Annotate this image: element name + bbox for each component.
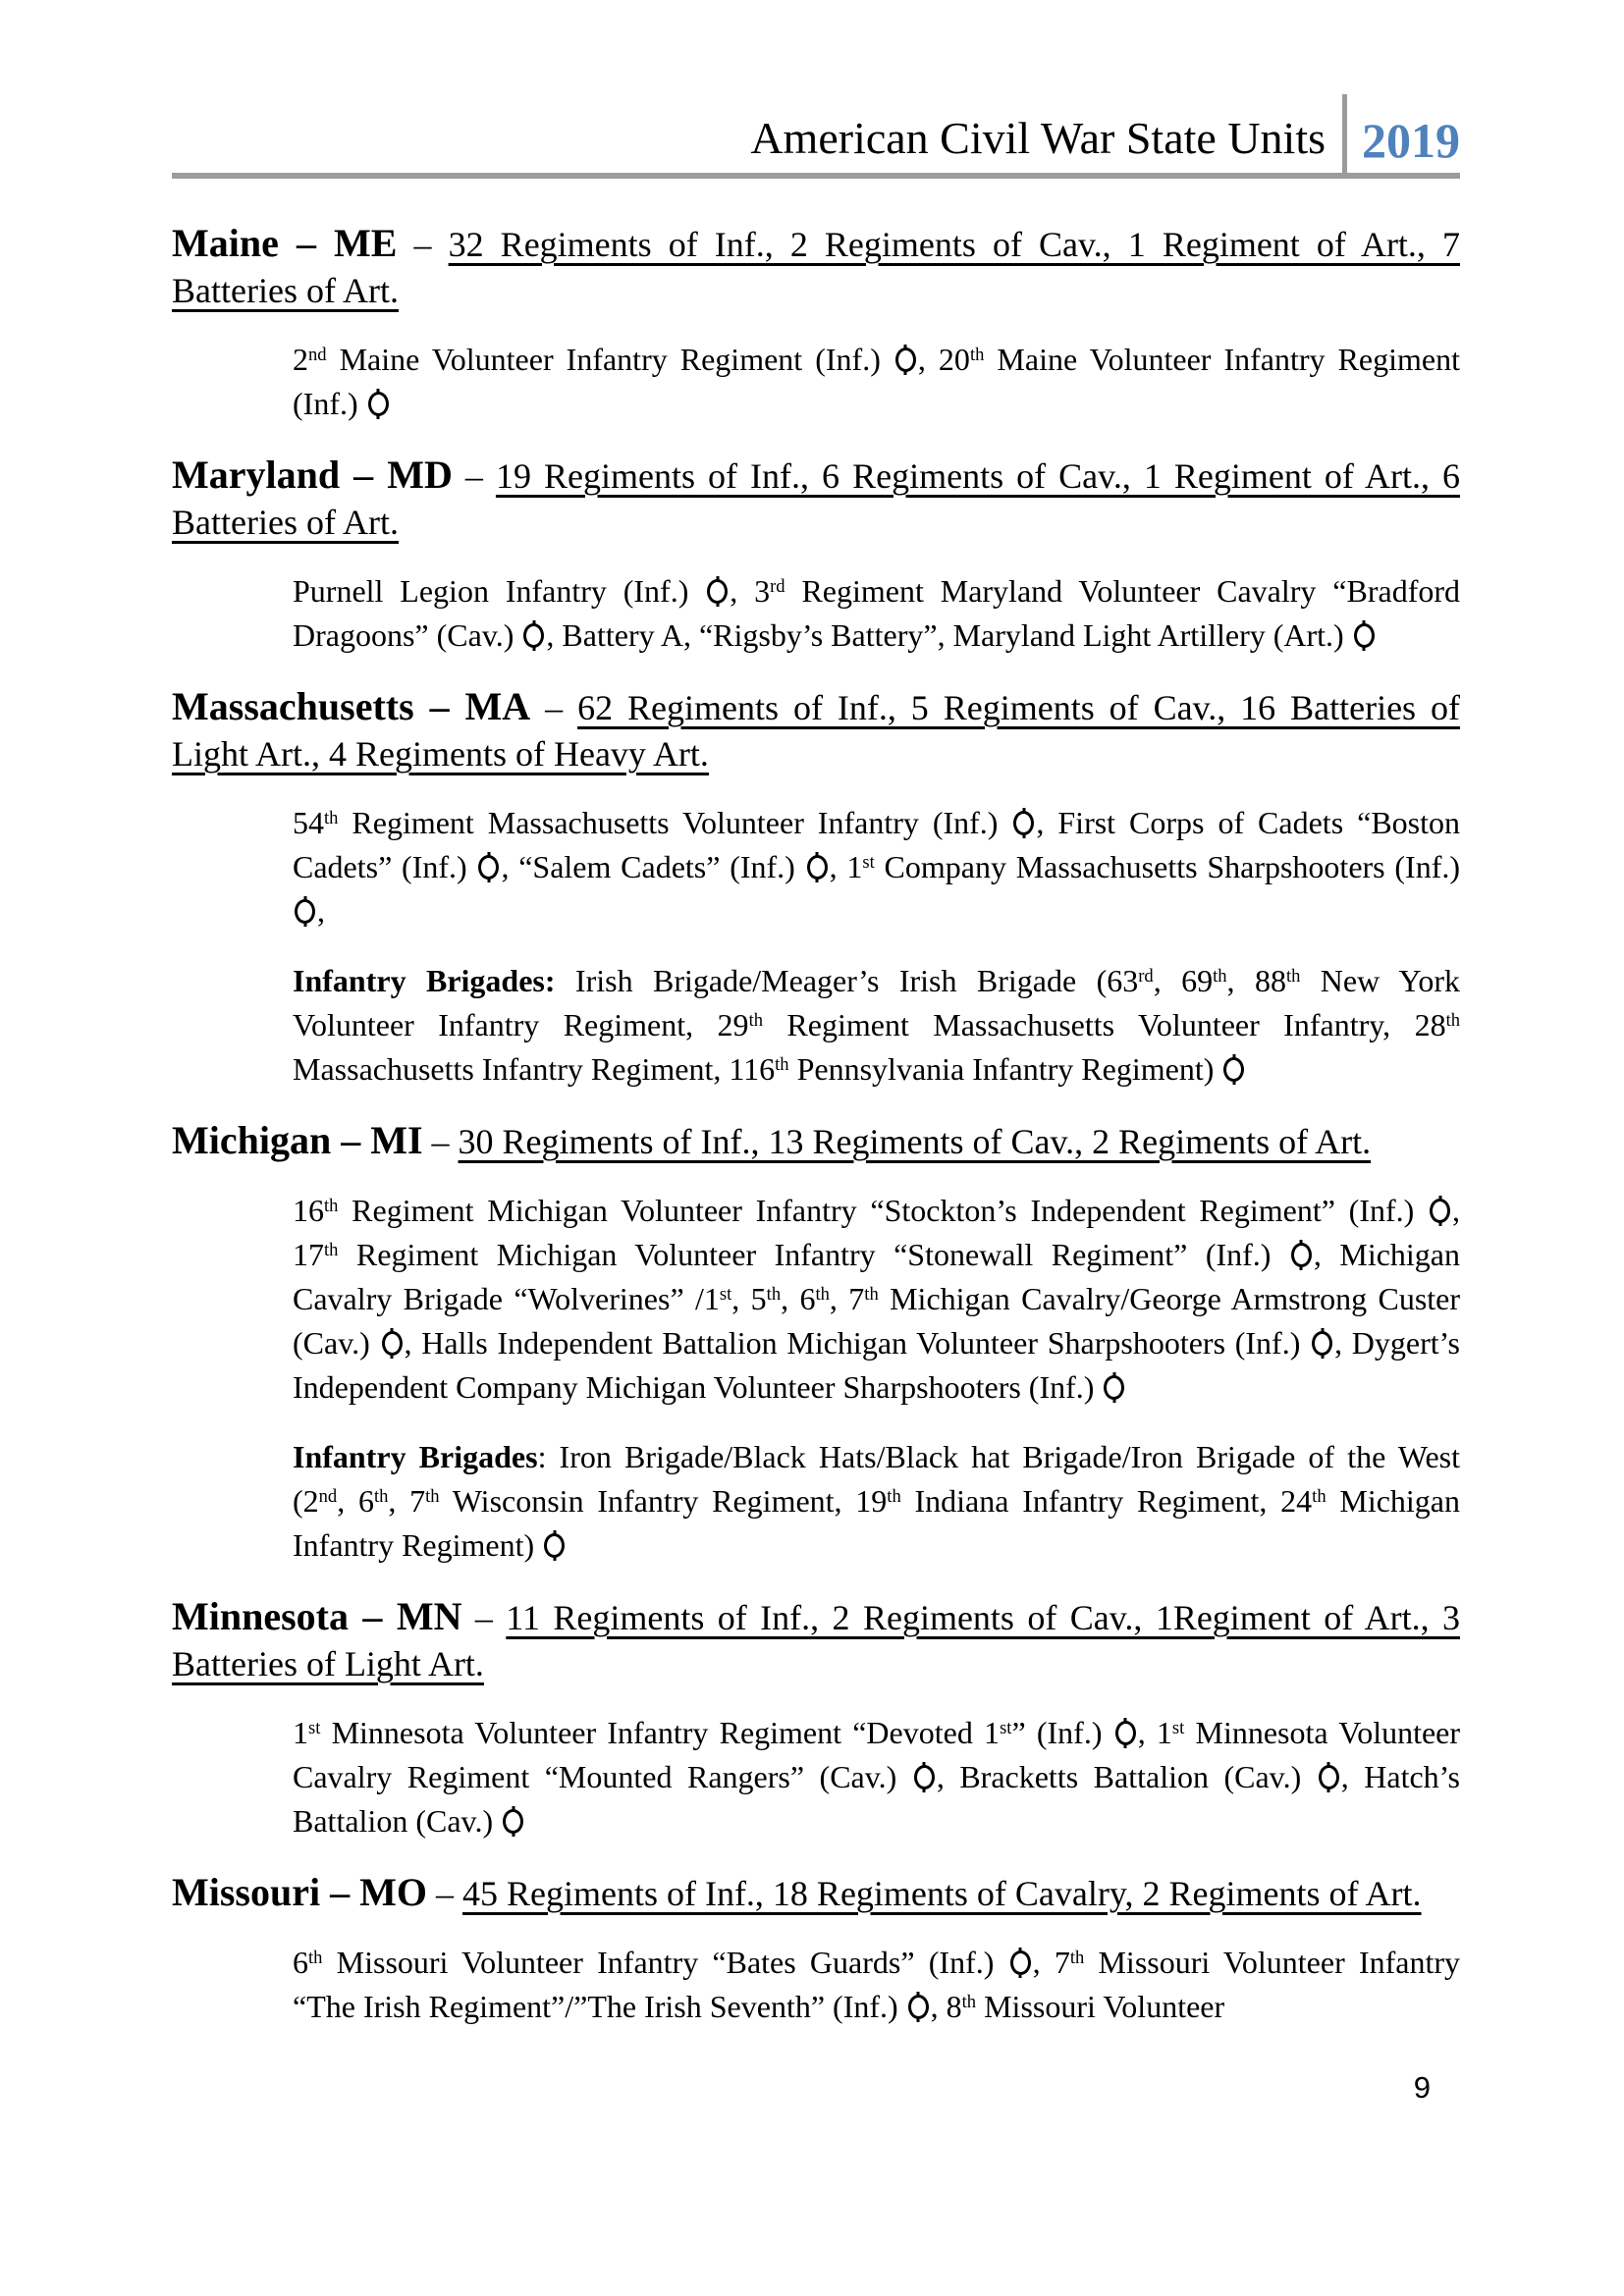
unit-link-icon[interactable] (908, 1995, 929, 2019)
ordinal-superscript: th (961, 1991, 977, 2012)
ordinal-superscript: th (815, 1283, 830, 1305)
unit-link-icon[interactable] (807, 855, 828, 880)
state-heading (172, 1117, 1460, 1165)
unit-paragraph: 6th Missouri Volunteer Infantry “Bates Guards” (Inf.) , 7th Missouri Volunteer Infantry “The Irish Regiment”/”The Irish Seventh” (Inf.) , 8th Missouri Volunteer (293, 1945, 1461, 2024)
unit-paragraph: 54th Regiment Massachusetts Volunteer Infantry (Inf.) , First Corps of Cadets “Boston Cadets” (Inf.) , “Salem Cadets” (Inf.) , 1st Company Massachusetts Sharpshooters (Inf.) , (293, 805, 1461, 929)
state-section-maine (172, 220, 1460, 426)
ordinal-superscript: st (1171, 1717, 1185, 1738)
state-name: Michigan – MI (172, 1118, 423, 1162)
ordinal-superscript: st (308, 1717, 321, 1738)
ordinal-superscript: st (1000, 1717, 1012, 1738)
ordinal-superscript: rd (770, 575, 785, 597)
page-footer (172, 2072, 1431, 2103)
state-summary: 32 Regiments of Inf., 2 Regiments of Cav., 1 Regiment of Art., 7 Batteries of Art. (172, 225, 1461, 310)
ordinal-superscript: rd (1138, 965, 1154, 987)
unit-paragraph-infantry-brigades: Infantry Brigades: Irish Brigade/Meager’s Irish Brigade (63rd, 69th, 88th New York Volunteer Infantry Regiment, 29th Regiment Massachusetts Volunteer Infantry, 28th Massachusetts Infantry Regiment, 116th Pennsylvania Infantry Regiment) (293, 963, 1461, 1087)
heading-dash: – (397, 225, 449, 264)
state-heading (172, 220, 1460, 314)
ordinal-superscript: th (1213, 965, 1227, 987)
page-header (172, 94, 1460, 179)
unit-link-icon[interactable] (523, 623, 544, 648)
document-title: American Civil War State Units (750, 113, 1326, 163)
unit-link-icon[interactable] (1104, 1375, 1124, 1400)
ordinal-superscript: nd (308, 344, 327, 365)
unit-paragraph: Purnell Legion Infantry (Inf.) , 3rd Regiment Maryland Volunteer Cavalry “Bradford Dragoons” (Cav.) , Battery A, “Rigsby’s Battery”, Maryland Light Artillery (Art.) (293, 573, 1461, 653)
ordinal-superscript: th (324, 807, 339, 828)
state-section-massachusetts (172, 683, 1460, 1092)
unit-paragraph: 1st Minnesota Volunteer Infantry Regiment “Devoted 1st” (Inf.) , 1st Minnesota Volunteer Cavalry Regiment “Mounted Rangers” (Cav.) , Bracketts Battalion (Cav.) , Hatch’s Battalion (Cav.) (293, 1715, 1461, 1839)
ordinal-superscript: th (308, 1947, 323, 1968)
ordinal-superscript: th (969, 344, 985, 365)
state-heading (172, 1593, 1460, 1687)
unit-link-icon[interactable] (478, 855, 499, 880)
ordinal-superscript: th (887, 1485, 901, 1507)
unit-link-icon[interactable] (1223, 1057, 1244, 1082)
state-summary: 45 Regiments of Inf., 18 Regiments of Cavalry, 2 Regiments of Art. (461, 1874, 1422, 1913)
unit-link-icon[interactable] (707, 579, 728, 604)
state-section-maryland (172, 452, 1460, 658)
ordinal-superscript: nd (318, 1485, 338, 1507)
ordinal-superscript: th (864, 1283, 879, 1305)
unit-link-icon[interactable] (503, 1809, 523, 1834)
ordinal-superscript: st (719, 1283, 732, 1305)
heading-dash: – (422, 1122, 459, 1161)
ordinal-superscript: th (373, 1485, 389, 1507)
state-summary: 19 Regiments of Inf., 6 Regiments of Cav., 1 Regiment of Art., 6 Batteries of Art. (172, 456, 1460, 542)
ordinal-superscript: th (766, 1283, 782, 1305)
unit-link-icon[interactable] (295, 899, 315, 924)
page-number: 9 (1413, 2070, 1431, 2105)
unit-link-icon[interactable] (914, 1765, 935, 1789)
state-section-minnesota (172, 1593, 1460, 1843)
state-heading (172, 683, 1460, 777)
header-separator-bar (1342, 94, 1347, 173)
state-section-missouri (172, 1869, 1460, 2029)
ordinal-superscript: th (324, 1239, 339, 1260)
unit-link-icon[interactable] (1115, 1721, 1136, 1745)
ordinal-superscript: th (324, 1195, 339, 1216)
state-heading (172, 1869, 1460, 1917)
unit-link-icon[interactable] (1010, 1950, 1031, 1975)
bold-run: Infantry Brigades: (293, 963, 556, 998)
state-heading (172, 452, 1460, 546)
unit-link-icon[interactable] (1013, 811, 1034, 835)
ordinal-superscript: th (775, 1053, 789, 1075)
ordinal-superscript: th (1445, 1009, 1461, 1031)
state-name: Maryland – MD (172, 453, 453, 497)
state-summary: 30 Regiments of Inf., 13 Regiments of Cav., 2 Regiments of Art. (458, 1122, 1372, 1161)
ordinal-superscript: st (862, 851, 875, 873)
unit-link-icon[interactable] (382, 1331, 403, 1356)
unit-link-icon[interactable] (1319, 1765, 1339, 1789)
unit-link-icon[interactable] (368, 392, 389, 416)
unit-link-icon[interactable] (1312, 1331, 1332, 1356)
ordinal-superscript: th (1312, 1485, 1326, 1507)
heading-dash: – (530, 688, 578, 727)
unit-link-icon[interactable] (1354, 623, 1375, 648)
heading-dash: – (461, 1598, 507, 1637)
ordinal-superscript: th (748, 1009, 763, 1031)
year-badge: 2019 (1362, 113, 1460, 168)
unit-paragraph: 2nd Maine Volunteer Infantry Regiment (Inf.) , 20th Maine Volunteer Infantry Regiment (Inf.) (293, 342, 1461, 421)
heading-dash: – (426, 1874, 462, 1913)
state-name: Massachusetts – MA (172, 684, 531, 728)
heading-dash: – (452, 456, 496, 496)
state-summary: 11 Regiments of Inf., 2 Regiments of Cav., 1Regiment of Art., 3 Batteries of Light Art. (172, 1598, 1461, 1683)
unit-paragraph: 16th Regiment Michigan Volunteer Infantry “Stockton’s Independent Regiment” (Inf.) , 17th Regiment Michigan Volunteer Infantry “Stonewall Regiment” (Inf.) , Michigan Cavalry Brigade “Wolverines” /1st, 5th, 6th, 7th Michigan Cavalry/George Armstrong Custer (Cav.) , Halls Independent Battalion Michigan Volunteer Sharpshooters (Inf.) , Dygert’s Independent Company Michigan Volunteer Sharpshooters (Inf.) (293, 1193, 1461, 1405)
state-name: Missouri – MO (172, 1870, 427, 1914)
unit-link-icon[interactable] (1430, 1199, 1450, 1223)
state-summary: 62 Regiments of Inf., 5 Regiments of Cav., 16 Batteries of Light Art., 4 Regiments of Heavy Art. (172, 688, 1461, 774)
unit-link-icon[interactable] (544, 1533, 565, 1558)
unit-link-icon[interactable] (895, 347, 916, 372)
bold-run: Infantry Brigades (293, 1439, 538, 1474)
state-name: Minnesota – MN (172, 1594, 462, 1638)
state-section-michigan (172, 1117, 1460, 1568)
ordinal-superscript: th (1069, 1947, 1085, 1968)
unit-paragraph-infantry-brigades: Infantry Brigades: Iron Brigade/Black Hats/Black hat Brigade/Iron Brigade of the West (2nd, 6th, 7th Wisconsin Infantry Regiment, 19th Indiana Infantry Regiment, 24th Michigan Infantry Regiment) (293, 1439, 1461, 1563)
ordinal-superscript: th (425, 1485, 440, 1507)
state-name: Maine – ME (172, 221, 398, 265)
ordinal-superscript: th (1285, 965, 1301, 987)
unit-link-icon[interactable] (1291, 1243, 1312, 1267)
